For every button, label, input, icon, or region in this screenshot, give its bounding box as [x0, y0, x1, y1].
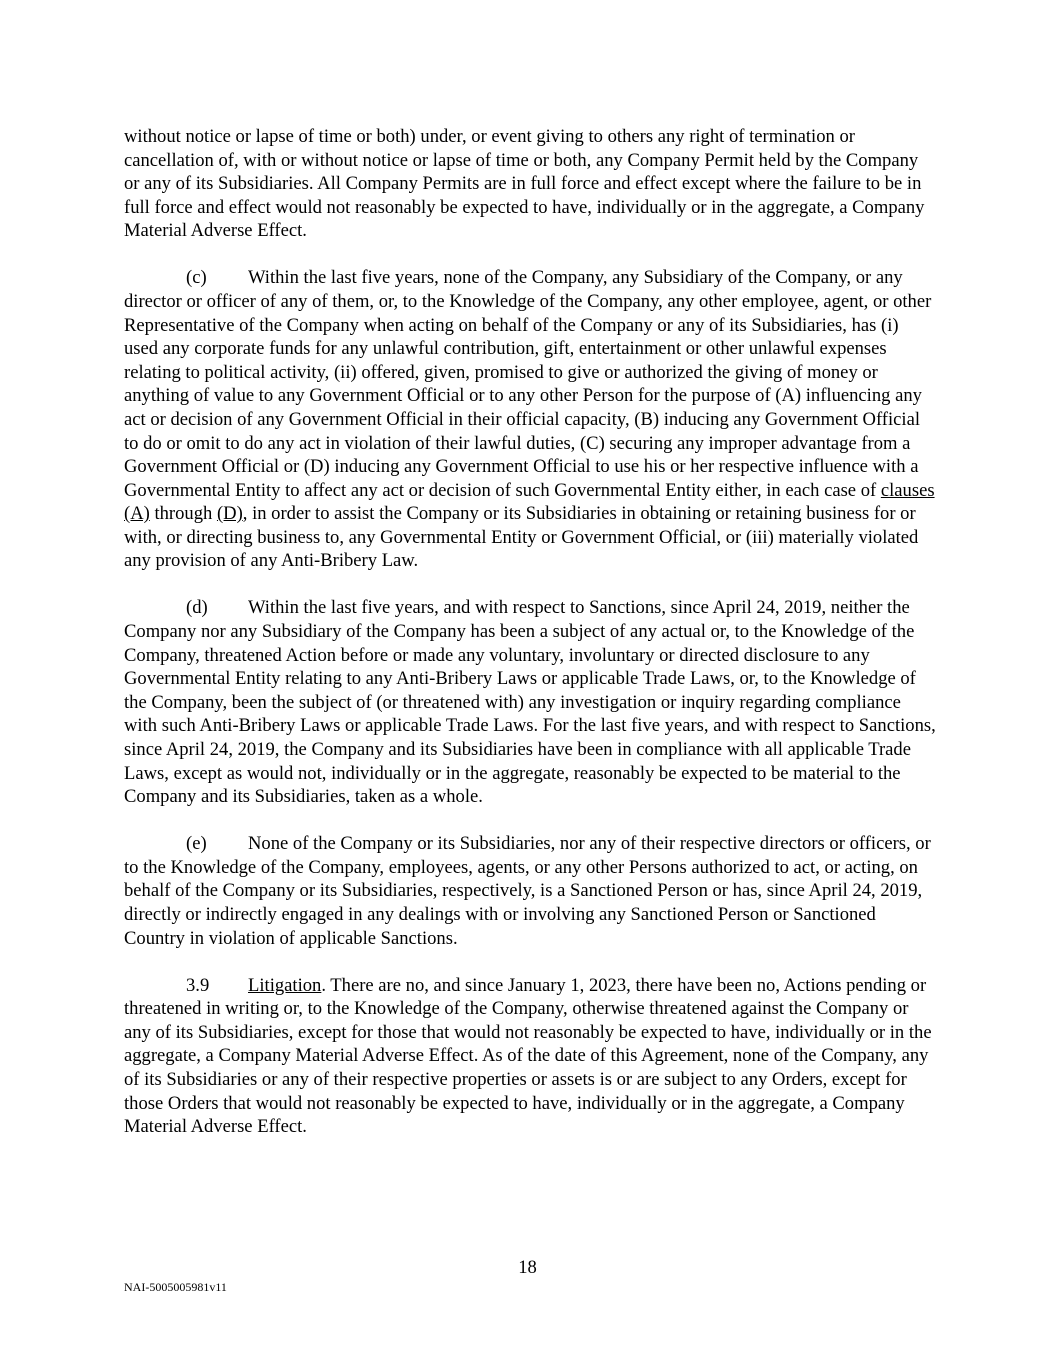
- document-body: [124, 125, 936, 1162]
- paragraph-c-text-1: Within the last five years, none of the Company, any Subsidiary of the Company, or any director or officer of any of them, or, to the Knowledge of the Company, any other employee, agent, or other Representative of the Company when acting on behalf of the Company or any of its Subsidiaries, has (i) used any corporate funds for any unlawful contribution, gift, entertainment or other unlawful expenses relating to political activity, (ii) offered, given, promised to give or authorized the giving of money or anything of value to any Government Official or to any other Person for the purpose of (A) influencing any act or decision of any Government Official in their official capacity, (B) inducing any Government Official to do or omit to do any act in violation of their lawful duties, (C) securing any improper advantage from a Government Official or (D) inducing any Government Official to use his or her respective influence with a Governmental Entity to affect any act or decision of such Governmental Entity either, in each case of: [124, 267, 932, 501]
- paragraph-d-text: Within the last five years, and with respect to Sanctions, since April 24, 2019, neither the Company nor any Subsidiary of the Company has been a subject of any actual or, to the Knowledge of the Company, threatened Action before or made any voluntary, involuntary or directed disclosure to any Governmental Entity relating to any Anti-Bribery Laws or applicable Trade Laws, or, to the Knowledge of the Company, been the subject of (or threatened with) any investigation or inquiry regarding compliance with such Anti-Bribery Laws or applicable Trade Laws. For the last five years, and with respect to Sanctions, since April 24, 2019, the Company and its Subsidiaries have been in compliance with all applicable Trade Laws, except as would not, individually or in the aggregate, reasonably be expected to be material to the Company and its Subsidiaries, taken as a whole.: [124, 597, 936, 808]
- paragraph-e: [124, 832, 936, 950]
- paragraph-continuation: without notice or lapse of time or both) under, or event giving to others any right of termination or cancellation of, with or without notice or lapse of time or both, any Company Permit held by the Company or any of its Subsidiaries. All Company Permits are in full force and effect except where the failure to be in full force and effect would not reasonably be expected to have, individually or in the aggregate, a Company Material Adverse Effect.: [124, 126, 925, 242]
- paragraph-d-label: (d): [186, 597, 208, 619]
- paragraph-e-label: (e): [186, 833, 207, 855]
- document-id: NAI-5005005981v11: [124, 1280, 227, 1294]
- paragraph-c: [124, 266, 936, 573]
- paragraph-c-text-3: , in order to assist the Company or its Subsidiaries in obtaining or retaining business for or with, or directing business to, any Governmental Entity or Government Official, or (iii) materially violated any provision of any Anti-Bribery Law.: [124, 503, 919, 572]
- paragraph-e-text: None of the Company or its Subsidiaries, nor any of their respective directors or officers, or to the Knowledge of the Company, employees, agents, or any other Persons authorized to act, or acting, on behalf of the Company or its Subsidiaries, respectively, is a Sanctioned Person or has, since April 24, 2019, directly or indirectly engaged in any dealings with or involving any Sanctioned Person or Sanctioned Country in violation of applicable Sanctions.: [124, 833, 931, 949]
- section-3-9-heading: Litigation: [248, 974, 322, 996]
- section-3-9-text: . There are no, and since January 1, 2023, there have been no, Actions pending or threatened in writing or, to the Knowledge of the Company, otherwise threatened against the Company or any of its Subsidiaries, except for those that would not reasonably be expected to have, individually or in the aggregate, a Company Material Adverse Effect. As of the date of this Agreement, none of the Company, any of its Subsidiaries or any of their respective properties or assets is or are subject to any Orders, except for those Orders that would not reasonably be expected to have, individually or in the aggregate, a Company Material Adverse Effect.: [124, 974, 932, 1138]
- paragraph-d: [124, 596, 936, 808]
- paragraph-c-text-2: through: [149, 503, 217, 525]
- section-3-9-number: 3.9: [186, 974, 210, 996]
- clauses-a-reference: clauses (A): [124, 479, 935, 525]
- paragraph-c-label: (c): [186, 267, 207, 289]
- clause-d-reference: (D): [216, 503, 243, 525]
- page-number: 18: [518, 1257, 537, 1278]
- section-3-9: [124, 974, 936, 1139]
